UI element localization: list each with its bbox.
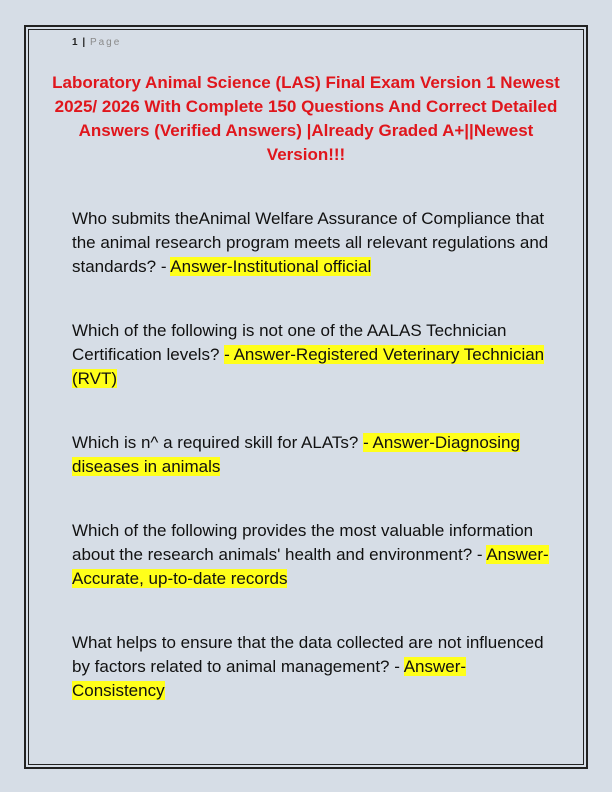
question-text: Which is n^ a required skill for ALATs? [72,433,364,452]
answer-text: Answer-Consistency [72,657,467,700]
document-title: Laboratory Animal Science (LAS) Final Exam Version 1 Newest 2025/ 2026 With Complete 150 Questions And Correct Detailed Answers (Verified Answers) |Already Graded A+||Newest Version!!! [52,73,560,164]
question-text: Which of the following is not one of the AALAS Technician Certification levels? [72,321,507,364]
answer-text: Answer-Institutional official [170,257,372,276]
page-number: 1 [72,37,78,48]
qa-item [72,207,552,279]
answer-text: - Answer-Diagnosing diseases in animals [72,433,520,476]
answer-text: Answer-Accurate, up-to-date records [72,545,549,588]
answer-text: - Answer-Registered Veterinary Technician (RVT) [72,345,545,388]
question-text: What helps to ensure that the data collected are not influenced by factors related to animal management? - [72,633,544,676]
qa-list [72,207,552,743]
page-separator: | [82,37,86,48]
qa-item [72,431,552,479]
qa-item [72,319,552,391]
qa-item [72,631,552,703]
question-text: Who submits theAnimal Welfare Assurance of Compliance that the animal research program meets all relevant regulations and standards? - [72,209,549,276]
question-text: Which of the following provides the most valuable information about the research animals' health and environment? - [72,521,534,564]
qa-item [72,519,552,591]
page-header [72,37,121,48]
page-word: Page [89,37,122,48]
